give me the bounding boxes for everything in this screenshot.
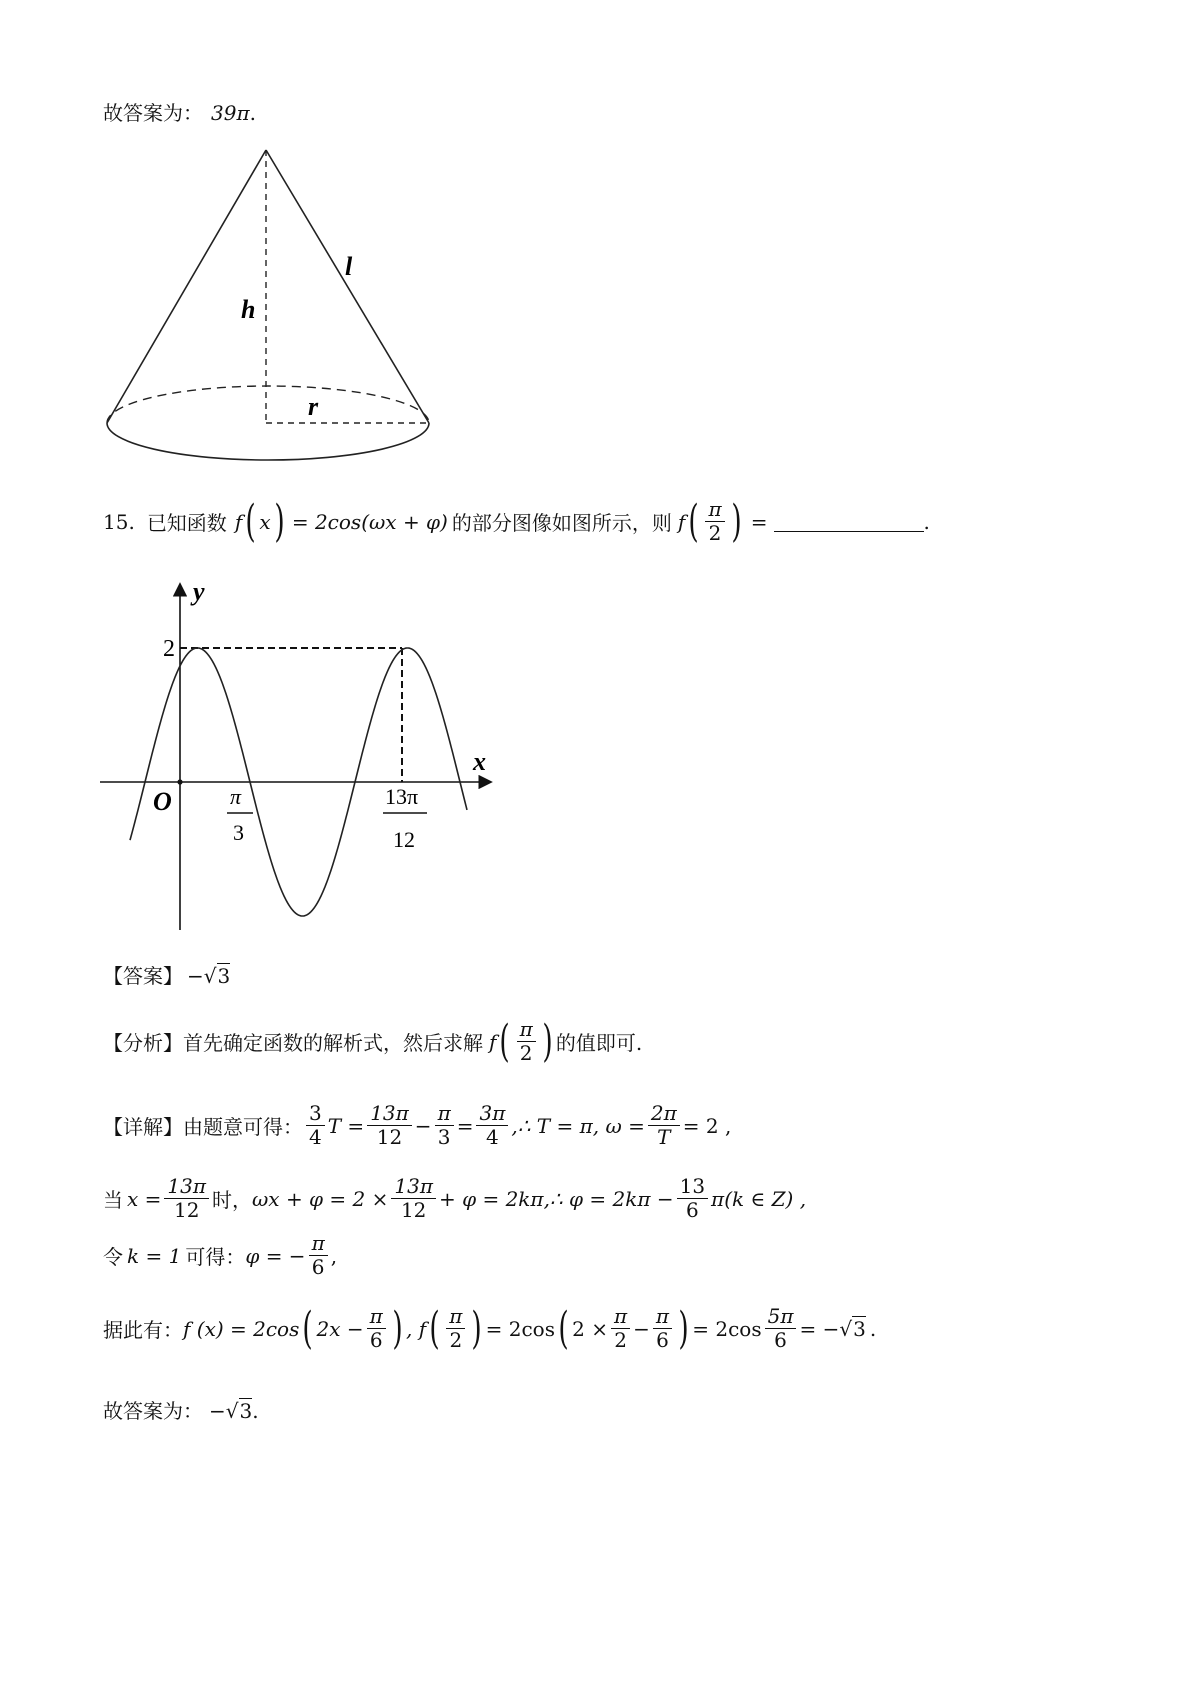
- frac-den: 2: [519, 1041, 533, 1065]
- paren-open: (: [429, 1302, 440, 1354]
- fraction: [653, 1305, 672, 1352]
- math-text: ωx + φ = 2 ×: [252, 1186, 389, 1211]
- math-text: −: [633, 1316, 650, 1341]
- cosine-graph: [95, 570, 505, 935]
- paren-close: ): [471, 1302, 483, 1354]
- cone-base-back: [107, 386, 429, 423]
- frac-num: 5π: [765, 1305, 797, 1329]
- origin-label: O: [153, 787, 172, 816]
- fraction: [648, 1102, 680, 1149]
- frac-den: T: [657, 1125, 671, 1149]
- math-text: φ = −: [245, 1243, 306, 1268]
- cone-right-edge: [266, 150, 429, 423]
- analysis-tail: 的值即可.: [555, 1031, 643, 1055]
- analysis-f: f: [489, 1029, 497, 1054]
- text: 当: [103, 1188, 123, 1212]
- detail-line-4: [103, 1302, 877, 1354]
- paren-open: (: [302, 1302, 314, 1354]
- frac-den: 12: [173, 1198, 200, 1222]
- x-axis-label: x: [473, 747, 486, 776]
- answer-sqrt-arg: 3: [217, 964, 231, 988]
- tick-pi-3-num: π: [230, 784, 242, 809]
- detail-lead: 由题意可得：: [183, 1115, 303, 1139]
- fraction: [677, 1175, 708, 1222]
- fraction: [367, 1305, 386, 1352]
- frac-num: π: [435, 1102, 454, 1126]
- frac-den: 6: [369, 1328, 383, 1352]
- frac-den: 2: [708, 521, 722, 545]
- paren-close: ): [274, 495, 285, 547]
- detail-line-3: [103, 1232, 337, 1279]
- detail-label: 【详解】: [103, 1115, 183, 1139]
- detail-line-1: [103, 1102, 731, 1149]
- math-text: k = 1: [127, 1243, 182, 1268]
- math-text: = −: [799, 1316, 840, 1341]
- frac-num: 13π: [164, 1175, 209, 1199]
- cone-left-edge: [107, 150, 266, 423]
- frac-den: 12: [376, 1125, 403, 1149]
- math-text: x =: [127, 1186, 162, 1211]
- text: 可得：: [185, 1245, 246, 1269]
- frac-den: 6: [774, 1328, 787, 1352]
- paren-open: (: [558, 1302, 569, 1354]
- func-name: f: [234, 509, 243, 534]
- fraction: [306, 1102, 325, 1149]
- cone-label-l: l: [345, 252, 353, 281]
- answer-blank: [774, 511, 924, 532]
- answer-label: 【答案】: [103, 964, 183, 988]
- detail-line-2: [103, 1175, 806, 1222]
- frac-num: π: [367, 1305, 386, 1329]
- tick-pi-3-den: 3: [233, 820, 244, 845]
- answer-value: 39π: [211, 101, 250, 125]
- math-text: π(k ∈ Z) ,: [711, 1186, 807, 1211]
- final-prefix: 故答案为：: [103, 1399, 203, 1423]
- fraction: [446, 1305, 465, 1352]
- math-text: = 2cos: [692, 1316, 762, 1341]
- paren-open: (: [245, 495, 256, 547]
- answer-section: [103, 960, 230, 989]
- frac-num: π: [653, 1305, 672, 1329]
- question-lead: 已知函数: [146, 511, 227, 535]
- fraction: [435, 1102, 454, 1149]
- analysis-label: 【分析】: [103, 1031, 183, 1055]
- fraction-pi-2: [705, 498, 724, 545]
- frac-den: 3: [437, 1125, 451, 1149]
- frac-num: 13: [677, 1175, 708, 1199]
- sqrt-sign: √: [839, 1316, 853, 1341]
- origin-dot: [177, 779, 182, 784]
- frac-num: π: [611, 1305, 630, 1329]
- y-axis-label: y: [193, 577, 205, 606]
- answer-minus: −: [187, 964, 204, 988]
- fraction: [164, 1175, 209, 1222]
- frac-num: 3: [306, 1102, 325, 1126]
- math-text: ,: [330, 1243, 338, 1268]
- final-sqrt-arg: 3: [239, 1399, 253, 1423]
- y-tick-2: 2: [163, 636, 175, 662]
- question-number: 15.: [103, 509, 135, 534]
- fraction: [765, 1305, 797, 1352]
- paren-close: ): [392, 1302, 403, 1354]
- paren-open: (: [499, 1015, 511, 1067]
- final-answer-line: [103, 1395, 259, 1424]
- func-name-2: f: [677, 509, 686, 534]
- fraction: [517, 1018, 536, 1065]
- frac-den: 2: [614, 1328, 627, 1352]
- frac-den: 6: [311, 1255, 325, 1279]
- frac-den: 6: [656, 1328, 669, 1352]
- answer-end: .: [249, 101, 256, 125]
- paren-close: ): [678, 1302, 689, 1354]
- question-mid: 的部分图像如图所示，则: [451, 511, 672, 535]
- final-minus: −: [209, 1399, 226, 1423]
- fraction: [391, 1175, 436, 1222]
- answer-line-prev: [103, 97, 256, 126]
- sqrt-sign: √: [225, 1399, 239, 1423]
- paren-close: ): [542, 1015, 553, 1067]
- analysis-text: 首先确定函数的解析式，然后求解: [183, 1031, 483, 1055]
- func-var: x: [259, 509, 271, 534]
- question-15: [103, 495, 930, 547]
- fraction: [476, 1102, 508, 1149]
- frac-den: 6: [685, 1198, 699, 1222]
- frac-num: π: [309, 1232, 328, 1256]
- text: 令: [103, 1245, 123, 1269]
- paren-close-2: ): [731, 495, 742, 547]
- frac-den: 4: [309, 1125, 322, 1149]
- math-text: ,∴ T = π, ω =: [511, 1113, 645, 1138]
- math-text: 2x −: [316, 1316, 364, 1341]
- fraction: [611, 1305, 630, 1352]
- frac-den: 4: [486, 1125, 499, 1149]
- math-text: f (x) = 2cos: [183, 1316, 300, 1341]
- frac-num: 13π: [367, 1102, 412, 1126]
- frac-num: π: [446, 1305, 465, 1329]
- question-eq: =: [750, 509, 768, 534]
- fraction: [309, 1232, 328, 1279]
- math-text: =: [456, 1113, 474, 1138]
- frac-den: 2: [449, 1328, 463, 1352]
- analysis-section: [103, 1015, 643, 1067]
- text: 据此有：: [103, 1318, 183, 1342]
- cone-figure: [95, 140, 445, 470]
- sqrt-arg: 3: [853, 1317, 866, 1341]
- cone-label-h: h: [241, 295, 256, 324]
- frac-num: π: [517, 1018, 536, 1042]
- frac-num: 13π: [391, 1175, 436, 1199]
- question-end: .: [923, 509, 930, 534]
- final-end: .: [252, 1399, 259, 1423]
- frac-num: 2π: [648, 1102, 680, 1126]
- math-text: −: [414, 1113, 432, 1138]
- math-text: = 2 ,: [682, 1113, 732, 1138]
- math-text: + φ = 2kπ,∴ φ = 2kπ −: [438, 1186, 674, 1211]
- fraction: [367, 1102, 412, 1149]
- text: 时，: [212, 1188, 252, 1212]
- cone-base-front: [107, 423, 429, 460]
- math-text: , f: [405, 1316, 427, 1341]
- func-expr: = 2cos(ωx + φ): [291, 509, 448, 534]
- math-text: = 2cos: [485, 1316, 555, 1341]
- tick-13pi-12-num: 13π: [385, 784, 419, 809]
- math-text: T =: [327, 1113, 365, 1138]
- tick-13pi-12-den: 12: [393, 827, 415, 852]
- paren-open-2: (: [688, 495, 700, 547]
- cone-label-r: r: [308, 392, 319, 421]
- frac-den: 12: [400, 1198, 427, 1222]
- math-text: 2 ×: [572, 1316, 608, 1341]
- answer-prefix: 故答案为：: [103, 101, 203, 125]
- math-text: .: [869, 1316, 877, 1341]
- frac-num: 3π: [476, 1102, 508, 1126]
- sqrt-sign: √: [203, 964, 217, 988]
- frac-num: π: [705, 498, 724, 522]
